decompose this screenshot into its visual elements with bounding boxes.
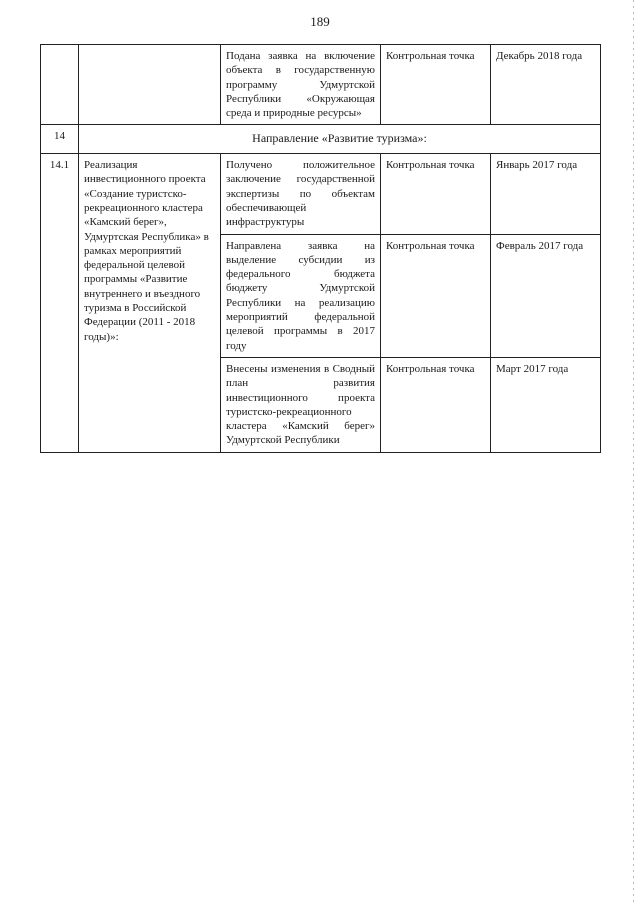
deadline-cell: Январь 2017 года [491,154,601,234]
event-cell: Подана заявка на включение объекта в государственную программу Удмуртской Республики «Окружающая среда и природные ресурсы» [221,45,381,125]
project-cell: Реализация инвестиционного проекта «Создание туристско-рекреационного кластера «Камский берег», Удмуртская Республика» в рамках мероприятий федеральной целевой программы «Развитие внутреннего и въездного туризма в Российской Федерации (2011 - 2018 годы)»: [79,154,221,453]
scan-edge-mark [633,0,634,905]
section-heading: Направление «Развитие туризма»: [79,125,601,154]
deadline-cell: Март 2017 года [491,357,601,452]
event-type-cell: Контрольная точка [381,45,491,125]
plan-table [40,44,601,453]
section-row [41,125,601,154]
event-type-cell: Контрольная точка [381,234,491,357]
event-cell: Направлена заявка на выделение субсидии из федерального бюджета бюджету Удмуртской Республики на реализацию мероприятий федеральной целевой программы в 2017 году [221,234,381,357]
event-cell: Внесены изменения в Сводный план развития инвестиционного проекта туристско-рекреационного кластера «Камский берег» Удмуртской Республики [221,357,381,452]
table-row [41,154,601,234]
table-row [41,45,601,125]
event-type-cell: Контрольная точка [381,357,491,452]
page-number: 189 [310,14,330,29]
event-type-cell: Контрольная точка [381,154,491,234]
row-number-cell: 14 [41,125,79,154]
deadline-cell: Декабрь 2018 года [491,45,601,125]
row-number-cell: 14.1 [41,154,79,453]
row-number-cell [41,45,79,125]
project-cell [79,45,221,125]
event-cell: Получено положительное заключение государственной экспертизы по объектам обеспечивающей инфраструктуры [221,154,381,234]
deadline-cell: Февраль 2017 года [491,234,601,357]
